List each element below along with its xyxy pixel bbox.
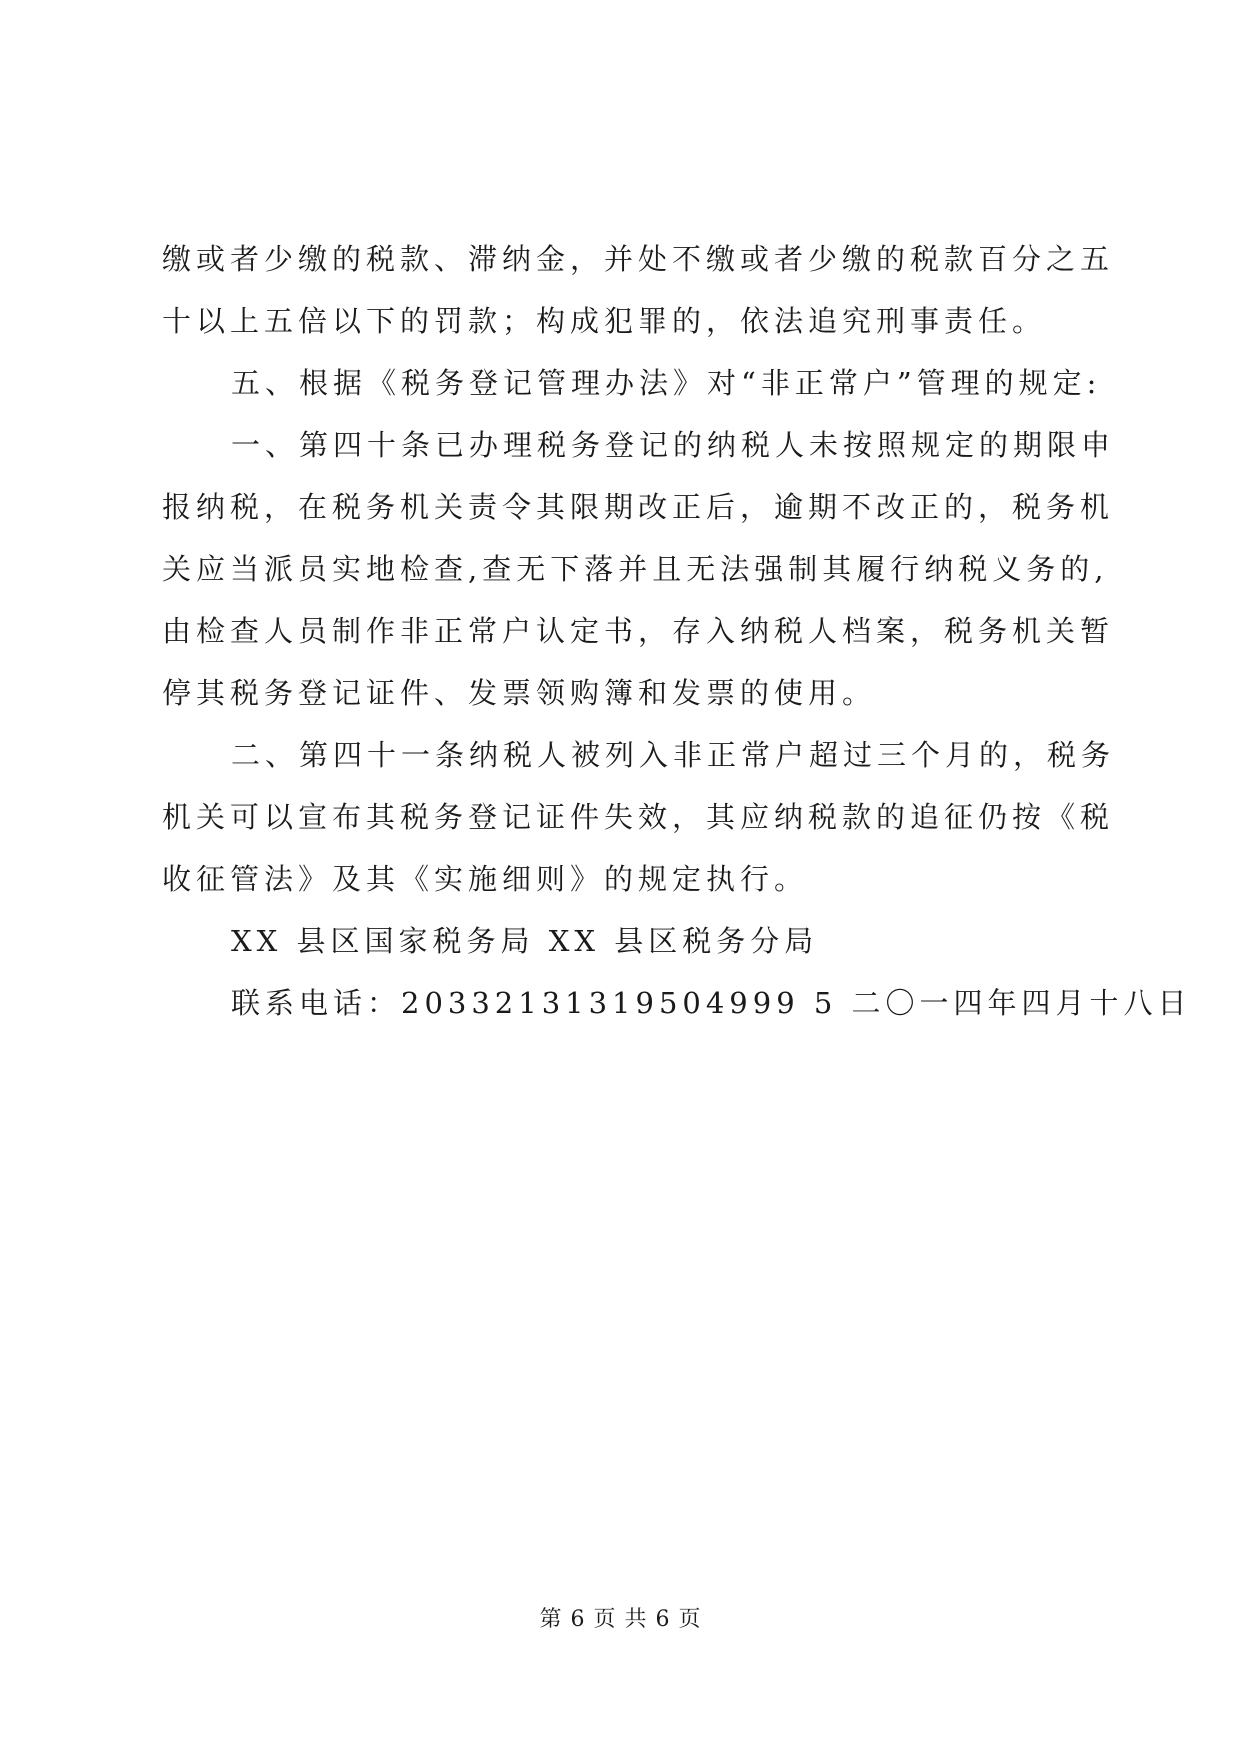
page-number-footer: 第 6 页 共 6 页 xyxy=(539,1607,702,1632)
paragraph-line: 缴或者少缴的税款、滞纳金，并处不缴或者少缴的税款百分之五 xyxy=(162,242,1115,276)
document-body xyxy=(162,228,1192,1034)
paragraph-line: 机关可以宣布其税务登记证件失效，其应纳税款的追征仍按《税 xyxy=(162,800,1115,834)
paragraph-line: 一、第四十条已办理税务登记的纳税人未按照规定的期限申 xyxy=(231,428,1116,462)
paragraph-line: 报纳税，在税务机关责令其限期改正后，逾期不改正的，税务机 xyxy=(162,490,1115,524)
contact-and-date: 联系电话：20332131319504999 5 二〇一四年四月十八日 xyxy=(231,986,1192,1020)
issuing-authority: XX 县区国家税务局 XX 县区税务分局 xyxy=(231,924,819,958)
paragraph-line: 收征管法》及其《实施细则》的规定执行。 xyxy=(162,862,809,896)
paragraph-line: 十以上五倍以下的罚款；构成犯罪的，依法追究刑事责任。 xyxy=(162,304,1047,338)
paragraph-line: 由检查人员制作非正常户认定书，存入纳税人档案，税务机关暂 xyxy=(162,614,1115,648)
paragraph-line: 停其税务登记证件、发票领购簿和发票的使用。 xyxy=(162,676,877,710)
section-heading: 五、根据《税务登记管理办法》对“非正常户”管理的规定: xyxy=(231,366,1102,400)
paragraph-line: 关应当派员实地检查,查无下落并且无法强制其履行纳税义务的, xyxy=(162,552,1109,586)
paragraph-line: 二、第四十一条纳税人被列入非正常户超过三个月的，税务 xyxy=(231,738,1116,772)
